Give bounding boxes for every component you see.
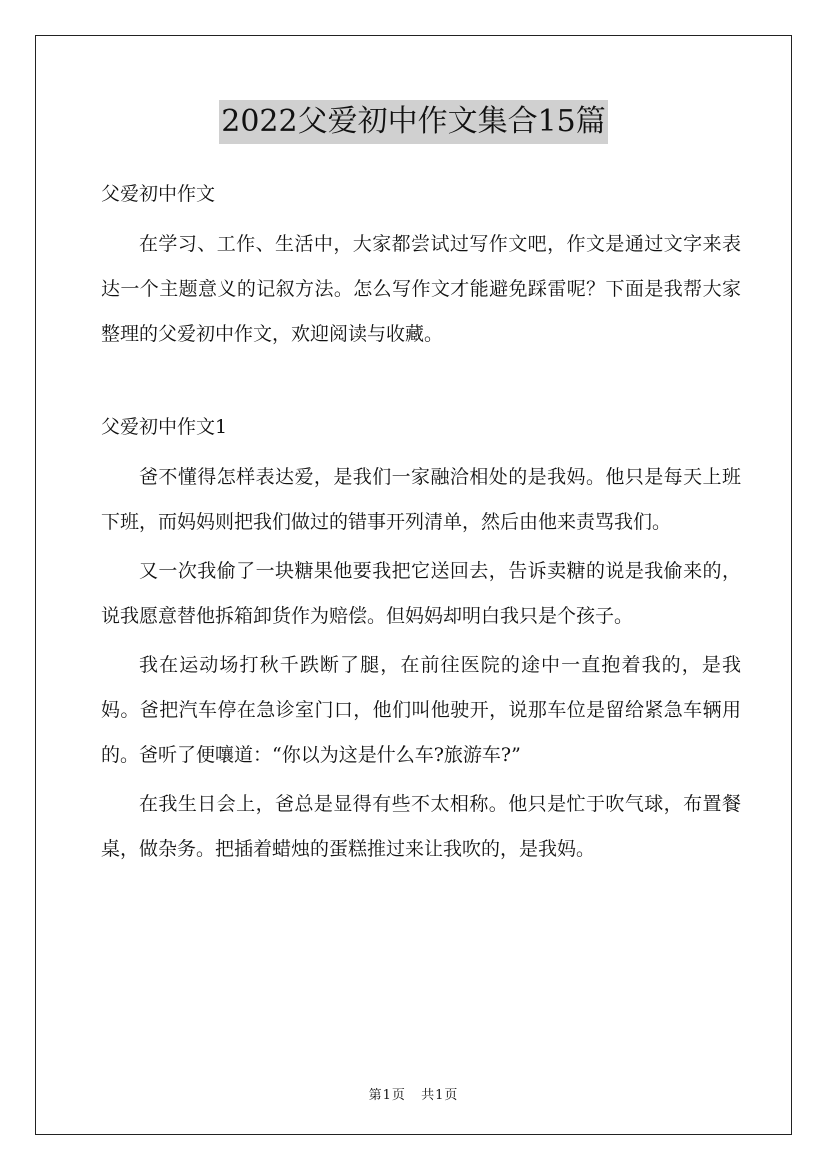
page-number: 第1页: [368, 1088, 406, 1103]
intro-paragraph: 在学习、工作、生活中，大家都尝试过写作文吧，作文是通过文字来表达一个主题意义的记叙方法。怎么写作文才能避免踩雷呢？下面是我帮大家整理的父爱初中作文，欢迎阅读与收藏。: [101, 233, 741, 345]
document-body: [101, 172, 741, 872]
section-heading: 父爱初中作文1: [101, 416, 228, 438]
page-total: 共1页: [421, 1088, 459, 1103]
body-paragraph: 爸不懂得怎样表达爱，是我们一家融洽相处的是我妈。他只是每天上班下班，而妈妈则把我们做过的错事开列清单，然后由他来责骂我们。: [101, 466, 741, 533]
body-paragraph: 又一次我偷了一块糖果他要我把它送回去，告诉卖糖的说是我偷来的，说我愿意替他拆箱卸货作为赔偿。但妈妈却明白我只是个孩子。: [101, 560, 741, 627]
body-paragraph: 我在运动场打秋千跌断了腿，在前往医院的途中一直抱着我的，是我妈。爸把汽车停在急诊室门口，他们叫他驶开，说那车位是留给紧急车辆用的。爸听了便嚷道：“你以为这是什么车?旅游车?”: [101, 654, 741, 766]
title-container: [0, 100, 827, 144]
document-title: 2022父爱初中作文集合15篇: [219, 100, 608, 144]
intro-heading: 父爱初中作文: [101, 183, 216, 205]
page-footer: [0, 1084, 827, 1103]
body-paragraph: 在我生日会上，爸总是显得有些不太相称。他只是忙于吹气球，布置餐桌，做杂务。把插着蜡烛的蛋糕推过来让我吹的，是我妈。: [101, 793, 741, 860]
